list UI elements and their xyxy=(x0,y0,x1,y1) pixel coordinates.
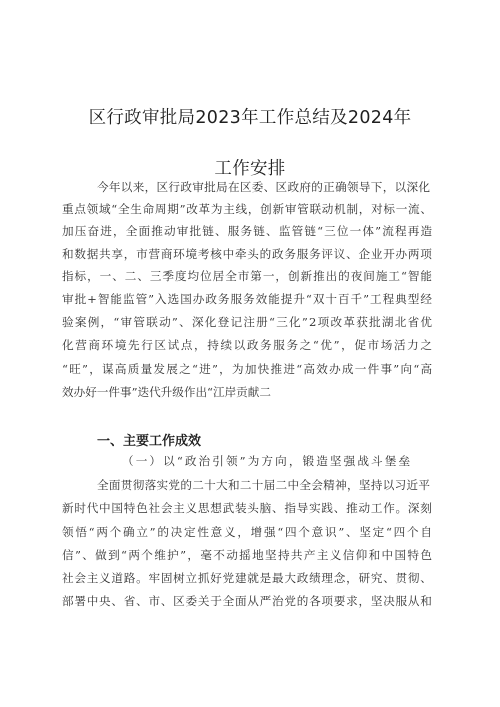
body-paragraph-line: 新时代中国特色社会主义思想武装头脑、指导实践、推动工作。深刻 xyxy=(62,501,433,515)
section-heading: 一、主要工作成效 xyxy=(97,434,202,449)
body-paragraph-line: 全面贯彻落实党的二十大和二十届二中全会精神，坚持以习近平 xyxy=(97,478,431,492)
intro-paragraph-line: 化营商环境先行区试点，持续以政务服务之“优”，促市场活力之 xyxy=(62,338,434,352)
intro-paragraph-line: 加压奋进，全面推动审批链、服务链、监管链“三位一体”流程再造 xyxy=(62,224,434,238)
body-paragraph-line: 信”、做到“两个维护”，毫不动摇地坚持共产主义信仰和中国特色 xyxy=(62,548,434,562)
body-paragraph-line: 领悟“两个确立”的决定性意义，增强“四个意识”、坚定“四个自 xyxy=(62,525,434,539)
subsection-heading: （一）以“政治引领”为方向，锻造坚强战斗堡垒 xyxy=(122,454,413,468)
intro-paragraph-line: 和数据共享，市营商环境考核中牵头的政务服务评议、企业开办两项 xyxy=(62,247,433,261)
document-title-line-1: 区行政审批局2023年工作总结及2024年 xyxy=(88,108,412,128)
document-title-line-2: 工作安排 xyxy=(214,159,286,179)
intro-paragraph-line: 审批+智能监管”入选国办政务服务效能提升“双十百千”工程典型经 xyxy=(62,292,433,306)
intro-paragraph-line: 验案例，“审管联动”、深化登记注册“三化”2项改革获批湖北省优 xyxy=(62,315,434,329)
intro-paragraph-line: 效办好一件事”迭代升级作出“江岸贡献二 xyxy=(62,385,271,399)
body-paragraph-line: 社会主义道路。牢固树立抓好党建就是最大政绩理念，研究、贯彻、 xyxy=(62,571,433,585)
body-paragraph-line: 部署中央、省、市、区委关于全面从严治党的各项要求，坚决服从和 xyxy=(62,594,433,608)
intro-paragraph-line: 今年以来，区行政审批局在区委、区政府的正确领导下，以深化 xyxy=(97,180,431,194)
intro-paragraph-line: 指标，一、二、三季度均位居全市第一，创新推出的夜间施工“智能 xyxy=(62,269,433,283)
intro-paragraph-line: 重点领域“全生命周期”改革为主线，创新审管联动机制，对标一流、 xyxy=(62,202,433,216)
intro-paragraph-line: “旺”，谋高质量发展之“进”，为加快推进“高效办成一件事”向“高 xyxy=(62,362,434,376)
